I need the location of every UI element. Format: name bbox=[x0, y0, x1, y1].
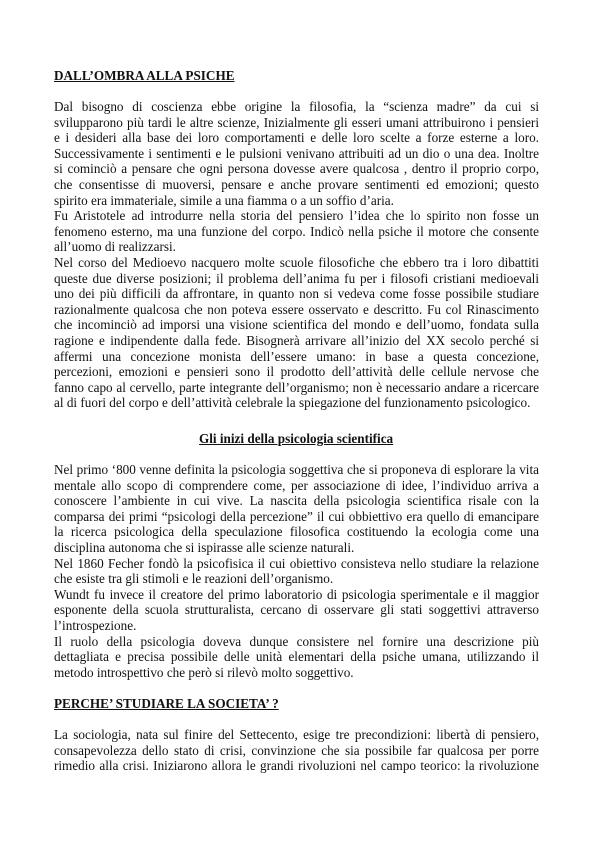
paragraph-line: La sociologia, nata sul finire del Settecento, esige tre precondizioni: libertà di pensiero, bbox=[54, 727, 539, 742]
paragraph-line: Nel primo ‘800 venne definita la psicologia soggettiva che si proponeva di esplorare la vita bbox=[54, 462, 539, 477]
paragraph-line: mentale allo scopo di comprendere come, per associazione di idee, l’individuo arriva a bbox=[54, 477, 539, 493]
paragraph-line: conoscere l’ambiente in cui vive. La nascita della psicologia scientifica risale con la bbox=[54, 493, 539, 509]
section-body-perche-societa bbox=[54, 727, 539, 774]
paragraph-line: la ricerca psicologica della speculazione filosofica costituendo la ecologia come una bbox=[54, 524, 539, 540]
paragraph-line: all’uomo di realizzarsi. bbox=[54, 239, 176, 255]
paragraph-line: fenomeno esterno, ma una funzione del corpo. Indicò nella psiche il motore che consente bbox=[54, 223, 539, 239]
paragraph-line: percezioni, emozioni e pensieri sono il prodotto dell’attività delle cellule nervose che bbox=[54, 364, 539, 380]
paragraph-line: spirito era immateriale, simile a una fiamma o a un soffio d’aria. bbox=[54, 192, 394, 208]
paragraph-line: Wundt fu invece il creatore del primo laboratorio di psicologia sperimentale e il maggior bbox=[54, 586, 539, 602]
paragraph-line: e i desideri alla base dei loro comportamenti e delle loro scelte a forze esterne a loro. bbox=[54, 130, 539, 146]
paragraph-line: comparsa dei primi “psicologi della percezione” il cui obbiettivo era quello di emancipare bbox=[54, 508, 539, 524]
paragraph-line: uno dei più difficili da affrontare, in quanto non si vedeva come fosse possibile studiare bbox=[54, 286, 539, 302]
paragraph-line: esponente della scuola strutturalista, cercano di osservare gli stati soggettivi attraverso bbox=[54, 602, 539, 618]
paragraph-line: che incominciò ad imporsi una visione scientifica del mondo e dell’uomo, fondata sulla bbox=[54, 317, 539, 333]
paragraph-line: Fu Aristotele ad introdurre nella storia del pensiero l’idea che lo spirito non fosse un bbox=[54, 208, 539, 224]
paragraph-line: al di fuori del corpo e dell’attività celebrale la spiegazione del funzionamento psicologico. bbox=[54, 395, 531, 411]
paragraph-line: metodo introspettivo che però si rilevò molto soggettivo. bbox=[54, 664, 354, 680]
paragraph-line: svilupparono più tardi le altre scienze, Inizialmente gli esseri umani attribuirono i pensieri bbox=[54, 114, 539, 130]
paragraph-line: razionalmente qualcosa che non poteva essere osservato e descritto. Fu col Rinascimento bbox=[54, 301, 539, 317]
paragraph-line: l’introspezione. bbox=[54, 617, 137, 633]
section-title-inizi-psicologia: Gli inizi della psicologia scientifica bbox=[199, 431, 394, 446]
section-title-perche-societa: PERCHE’ STUDIARE LA SOCIETA’ ? bbox=[54, 696, 279, 711]
paragraph-line: si cominciò a pensare che ogni persona dovesse avere qualcosa , dentro il proprio corpo, bbox=[54, 161, 539, 177]
paragraph-line: affermi una concezione monista dell’essere umano: in base a questa concezione, bbox=[54, 348, 539, 364]
section-body-dallombra bbox=[54, 99, 539, 411]
paragraph-line: consapevolezza dello stato di crisi, convinzione che sia possibile far qualcosa per porre bbox=[54, 742, 539, 758]
paragraph-line: Il ruolo della psicologia doveva dunque consistere nel fornire una descrizione più bbox=[54, 633, 539, 649]
section-title-dallombra: DALL’OMBRA ALLA PSICHE bbox=[54, 68, 235, 83]
paragraph-line: dettagliata e precisa possibile delle unità elementari della psiche umana, utilizzando il bbox=[54, 649, 539, 665]
paragraph-line: Nel 1860 Fecher fondò la psicofisica il cui obiettivo consisteva nello studiare la relazione bbox=[54, 555, 539, 571]
section-body-inizi-psicologia bbox=[54, 462, 539, 680]
paragraph-line: che consentisse di muoversi, pensare e anche provare sentimenti ed emozioni; questo bbox=[54, 176, 539, 192]
paragraph-line: Nel corso del Medioevo nacquero molte scuole filosofiche che ebbero tra i loro dibattiti bbox=[54, 254, 539, 270]
paragraph-line: queste due diverse posizioni; il problema dell’anima fu per i filosofi cristiani medioevali bbox=[54, 270, 539, 286]
paragraph-line: Successivamente i sentimenti e le pulsioni venivano attribuiti ad un dio o una dea. Inoltre bbox=[54, 145, 539, 161]
paragraph-line: fanno capo al cervello, parte integrante dell’organismo; non è necessario andare a ricercare bbox=[54, 379, 539, 395]
paragraph-line: rimedio alla crisi. Iniziarono allora le grandi rivoluzioni nel campo teorico: la rivoluzione bbox=[54, 758, 539, 774]
paragraph-line: Dal bisogno di coscienza ebbe origine la filosofia, la “scienza madre” da cui si bbox=[54, 99, 539, 114]
paragraph-line: disciplina autonoma che si ispirasse alle scienze naturali. bbox=[54, 539, 355, 555]
paragraph-line: che esiste tra gli stimoli e le reazioni dell’organismo. bbox=[54, 571, 334, 587]
paragraph-line: ragione e indipendente dalla fede. Bisognerà arrivare all’inizio del XX secolo perché si bbox=[54, 332, 539, 348]
